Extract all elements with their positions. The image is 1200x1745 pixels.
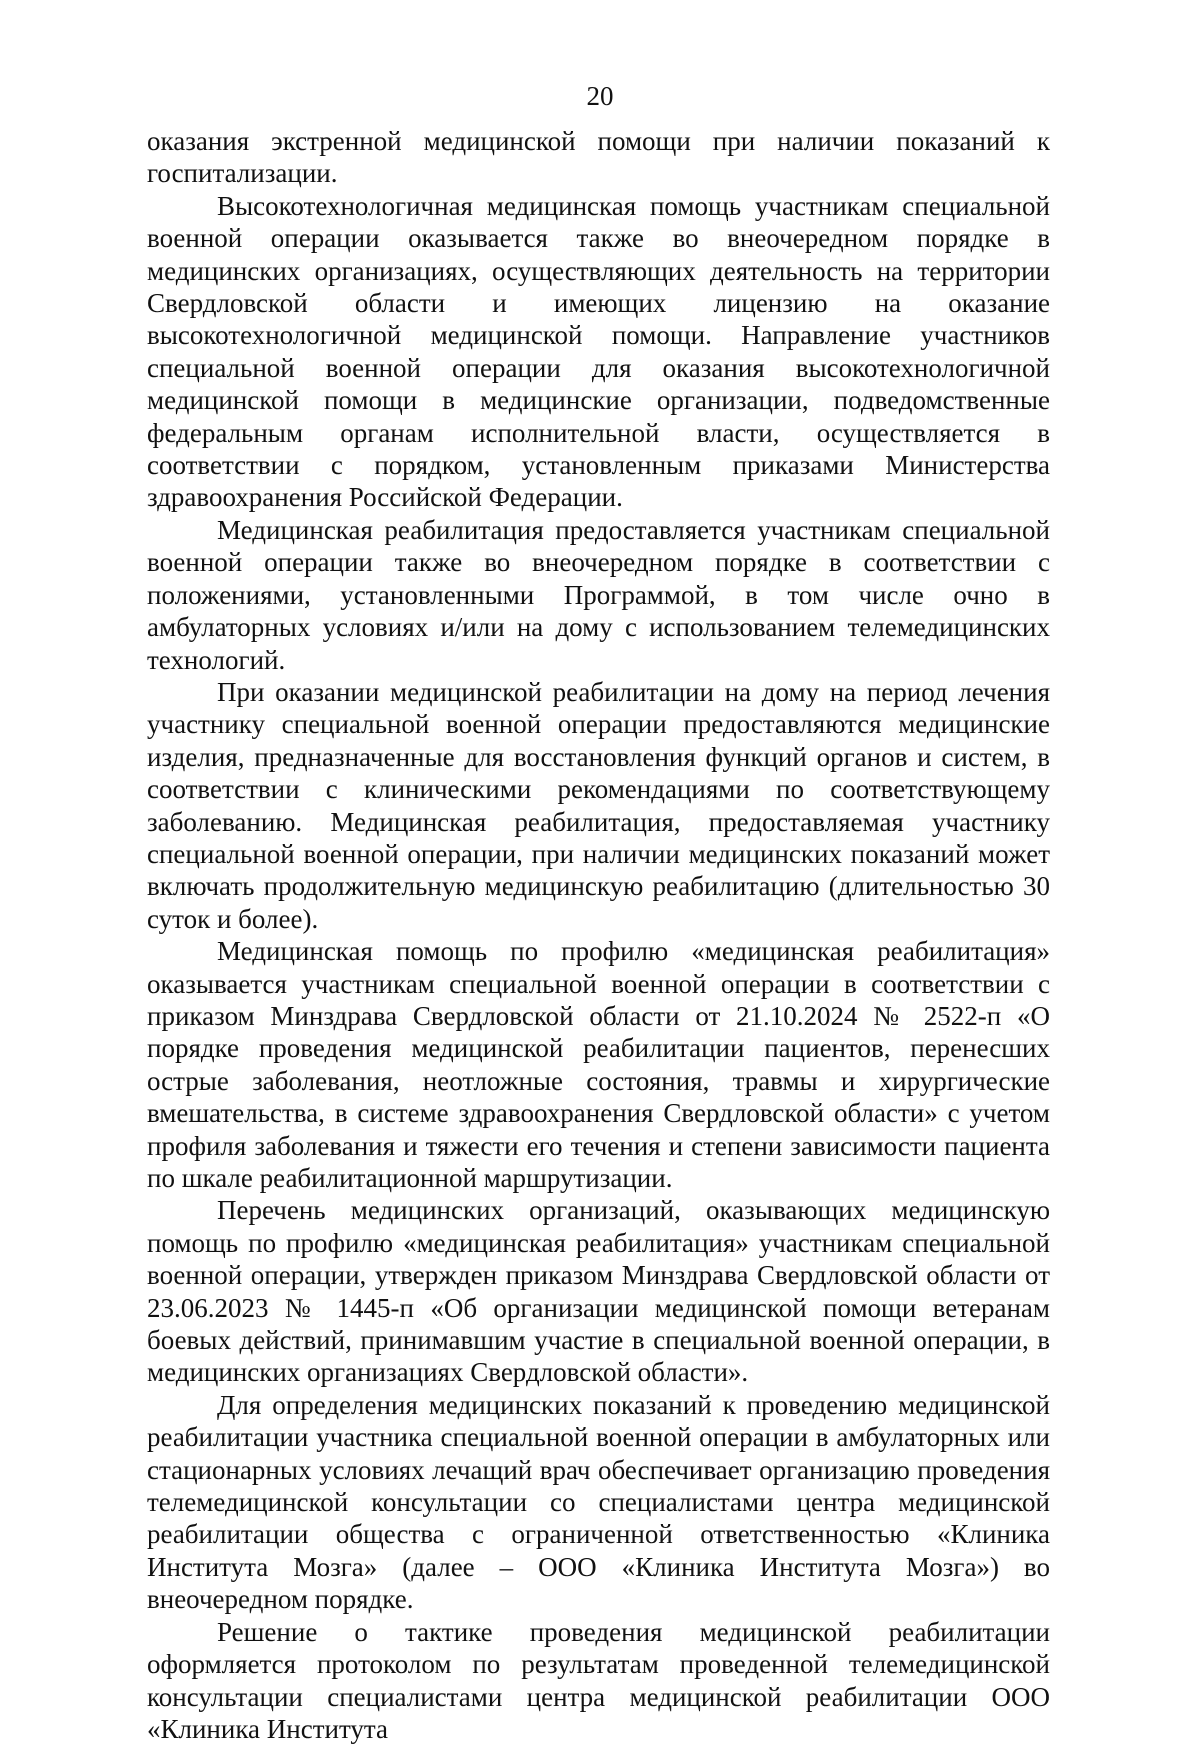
paragraph-continuation: оказания экстренной медицинской помощи при наличии показаний к госпитализации. [147,126,1050,189]
page-number: 20 [586,81,614,111]
paragraph-tactics-decision: Решение о тактике проведения медицинской реабилитации оформляется протоколом по результатам проведенной телемедицинской консультации специалистами центра медицинской реабилитации ООО «Клиника Института [147,1616,1050,1744]
paragraph-telemedicine-consultation: Для определения медицинских показаний к проведению медицинской реабилитации участника специальной военной операции в амбулаторных или стационарных условиях лечащий врач обеспечивает организацию проведения телемедицинской консультации со специалистами центра медицинской реабилитации общества с ограниченной ответственностью «Клиника Института Мозга» (далее – ООО «Клиника Института Мозга») во внеочередном порядке. [147,1389,1050,1615]
paragraph-rehabilitation-profile: Медицинская помощь по профилю «медицинская реабилитация» оказывается участникам специальной военной операции в соответствии с приказом Минздрава Свердловской области от 21.10.2024 № 2522-п «О порядке проведения медицинской реабилитации пациентов, перенесших острые заболевания, неотложные состояния, травмы и хирургические вмешательства, в системе здравоохранения Свердловской области» с учетом профиля заболевания и тяжести его течения и степени зависимости пациента по шкале реабилитационной маршрутизации. [147,936,1050,1193]
paragraph-home-rehabilitation: При оказании медицинской реабилитации на дому на период лечения участнику специальной военной операции предоставляются медицинские изделия, предназначенные для восстановления функций органов и систем, в соответствии с клиническими рекомендациями по соответствующему заболеванию. Медицинская реабилитация, предоставляемая участнику специальной военной операции, при наличии медицинских показаний может включать продолжительную медицинскую реабилитацию (длительностью 30 суток и более). [147,676,1050,934]
document-body [147,125,1050,1745]
paragraph-organization-list: Перечень медицинских организаций, оказывающих медицинскую помощь по профилю «медицинская реабилитация» участникам специальной военной операции, утвержден приказом Минздрава Свердловской области от 23.06.2023 № 1445-п «Об организации медицинской помощи ветеранам боевых действий, принимавшим участие в специальной военной операции, в медицинских организациях Свердловской области». [147,1195,1050,1388]
paragraph-rehabilitation: Медицинская реабилитация предоставляется участникам специальной военной операции также во внеочередном порядке в соответствии с положениями, установленными Программой, в том числе очно в амбулаторных условиях и/или на дому с использованием телемедицинских технологий. [147,514,1050,675]
paragraph-high-tech-care: Высокотехнологичная медицинская помощь участникам специальной военной операции оказывается также во внеочередном порядке в медицинских организациях, осуществляющих деятельность на территории Свердловской области и имеющих лицензию на оказание высокотехнологичной медицинской помощи. Направление участников специальной военной операции для оказания высокотехнологичной медицинской помощи в медицинские организации, подведомственные федеральным органам исполнительной власти, осуществляется в соответствии с порядком, установленным приказами Министерства здравоохранения Российской Федерации. [147,190,1050,513]
